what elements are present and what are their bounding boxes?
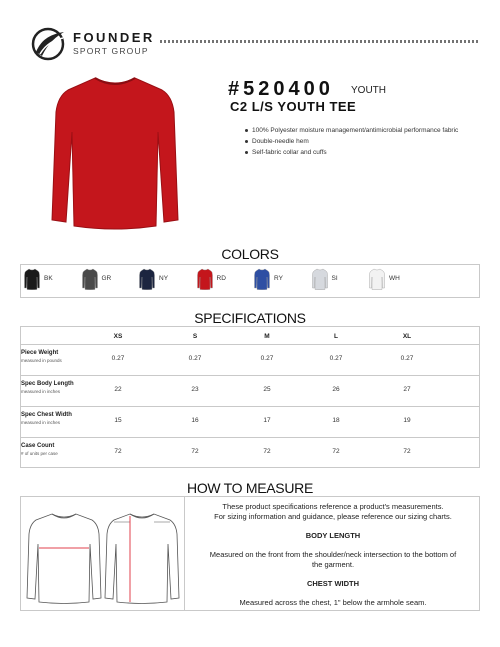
feature-item: Double-needle hem — [245, 136, 458, 147]
spec-row-label: Spec Body Length — [21, 381, 74, 387]
table-cell: 15 — [114, 417, 122, 424]
tee-swatch-icon — [82, 268, 98, 290]
table-cell: 22 — [114, 386, 122, 393]
color-code: RD — [216, 275, 226, 282]
specs-table — [20, 326, 480, 468]
spec-row-unit: measured in inches — [21, 420, 61, 425]
table-cell: 72 — [332, 448, 340, 455]
body-length-text-1: Measured on the front from the shoulder/neck intersection to the bottom of — [209, 550, 457, 559]
chest-width-text: Measured across the chest, 1" below the armhole seam. — [239, 598, 427, 607]
size-header: M — [264, 333, 270, 340]
feature-item: Self-fabric collar and cuffs — [245, 147, 458, 158]
back-view-tee — [105, 514, 179, 604]
brand-tagline: SPORT GROUP — [73, 46, 149, 56]
tee-swatch-icon — [24, 268, 40, 290]
front-view-tee — [27, 514, 101, 604]
size-header: S — [192, 333, 198, 340]
size-header: XL — [402, 333, 412, 340]
table-cell: 27 — [403, 386, 411, 393]
tee-swatch-icon — [139, 268, 155, 290]
size-header: XS — [113, 333, 123, 340]
specs-title: SPECIFICATIONS — [194, 310, 306, 326]
table-row-divider — [20, 344, 480, 345]
table-cell: 0.27 — [329, 355, 343, 362]
tee-swatch-icon — [312, 268, 328, 290]
table-cell: 72 — [191, 448, 199, 455]
table-cell: 72 — [403, 448, 411, 455]
color-code: GR — [101, 275, 112, 282]
chest-width-heading: CHEST WIDTH — [306, 579, 360, 588]
table-cell: 19 — [403, 417, 411, 424]
spec-row-unit: measured in inches — [21, 389, 61, 394]
spec-row-label: Spec Chest Width — [21, 412, 72, 418]
feature-item: 100% Polyester moisture management/antimicrobial performance fabric — [245, 125, 458, 136]
color-code: NY — [159, 275, 169, 282]
table-cell: 72 — [114, 448, 122, 455]
table-cell: 17 — [263, 417, 271, 424]
tee-swatch-icon — [254, 268, 270, 290]
table-cell: 25 — [263, 386, 271, 393]
measure-intro-1: These product specifications reference a product's measurements. — [222, 502, 444, 511]
measure-divider — [184, 496, 185, 611]
feature-list — [245, 125, 458, 158]
table-row-divider — [20, 406, 480, 407]
table-row-divider — [20, 437, 480, 438]
table-cell: 0.27 — [188, 355, 202, 362]
table-cell: 23 — [191, 386, 199, 393]
table-cell: 0.27 — [400, 355, 414, 362]
colors-title: COLORS — [221, 246, 279, 262]
spec-row-label: Case Count — [21, 443, 55, 449]
measure-intro-2: For sizing information and guidance, please reference our sizing charts. — [214, 512, 452, 521]
tee-swatch-icon — [369, 268, 385, 290]
table-row-divider — [20, 375, 480, 376]
table-cell: 16 — [191, 417, 199, 424]
spec-row-label: Piece Weight — [21, 350, 59, 356]
product-audience: YOUTH — [351, 85, 386, 96]
spec-row-unit: # of units per case — [21, 451, 58, 456]
table-cell: 18 — [332, 417, 340, 424]
measure-title: HOW TO MEASURE — [187, 480, 313, 496]
tee-swatch-icon — [197, 268, 213, 290]
measure-diagram — [24, 510, 182, 604]
founder-swoosh-icon — [30, 26, 66, 62]
color-code: RY — [274, 275, 283, 282]
brand-logo — [30, 26, 160, 62]
table-cell: 0.27 — [111, 355, 125, 362]
header-divider — [160, 40, 478, 43]
body-length-text-2: the garment. — [311, 560, 355, 569]
table-cell: 0.27 — [260, 355, 274, 362]
product-image — [50, 72, 180, 232]
table-cell: 26 — [332, 386, 340, 393]
color-code: BK — [44, 275, 53, 282]
spec-row-unit: measured in pounds — [21, 358, 62, 363]
size-header: L — [334, 333, 338, 340]
color-code: SI — [331, 275, 338, 282]
table-cell: 72 — [263, 448, 271, 455]
product-sku: #520400 — [228, 78, 334, 100]
color-code: WH — [389, 275, 400, 282]
product-name: C2 L/S YOUTH TEE — [230, 99, 357, 114]
brand-name: FOUNDER — [73, 30, 155, 45]
body-length-heading: BODY LENGTH — [305, 531, 361, 540]
